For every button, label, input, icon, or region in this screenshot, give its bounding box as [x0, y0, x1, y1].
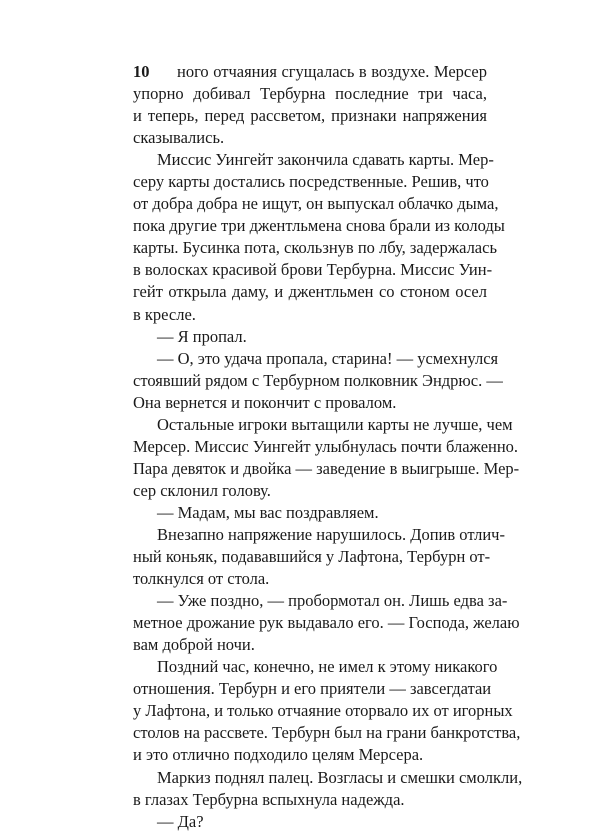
text-line: толкнулся от стола.	[133, 569, 270, 589]
text-line: ный коньяк, подававшийся у Лафтона, Тербурн от-	[133, 547, 491, 567]
text-line: пока другие три джентльмена снова брали из колоды	[133, 216, 505, 236]
text-line: от добра добра не ищут, он выпускал облачко дыма,	[133, 194, 499, 214]
text-line: ного отчаяния сгущалась в воздухе. Мерсер	[177, 62, 487, 81]
text-line: — Уже поздно, — пробормотал он. Лишь едва за-	[157, 591, 508, 611]
text-line: сер склонил голову.	[133, 480, 271, 500]
text-line: — Мадам, мы вас поздравляем.	[157, 502, 379, 522]
page-number: 10	[133, 62, 150, 81]
text-line: и это отлично подходило целям Мерсера.	[133, 745, 424, 765]
text-line: гейт открыла даму, и джентльмен со стоном осел	[133, 282, 487, 302]
text-line: в волосках красивой брови Тербурна. Миссис Уин-	[133, 260, 493, 280]
text-line: — Я пропал.	[157, 326, 247, 346]
text-line: вам доброй ночи.	[133, 635, 255, 655]
text-line: стоявший рядом с Тербурном полковник Эндрюс. —	[133, 370, 503, 390]
text-line: в глазах Тербурна вспыхнула надежда.	[133, 789, 405, 809]
text-line: карты. Бусинка пота, скользнув по лбу, задержалась	[133, 238, 497, 258]
text-line: метное дрожание рук выдавало его. — Господа, желаю	[133, 613, 520, 633]
text-line: в кресле.	[133, 304, 196, 324]
text-line: у Лафтона, и только отчаяние оторвало их от игорных	[133, 701, 513, 721]
text-line: столов на рассвете. Тербурн был на грани банкротства,	[133, 723, 521, 743]
text-line: — Да?	[157, 811, 204, 831]
text-line: Внезапно напряжение нарушилось. Допив отлич-	[157, 524, 505, 544]
text-line: Она вернется и покончит с провалом.	[133, 392, 397, 412]
text-line: — О, это удача пропала, старина! — усмехнулся	[157, 348, 499, 368]
text-line: сказывались.	[133, 128, 225, 148]
text-line: Поздний час, конечно, не имел к этому никакого	[157, 657, 498, 677]
body-text	[133, 61, 523, 833]
text-line: и теперь, перед рассветом, признаки напряжения	[133, 106, 487, 126]
text-line: серу карты достались посредственные. Решив, что	[133, 172, 489, 192]
text-line: отношения. Тербурн и его приятели — завсегдатаи	[133, 679, 492, 699]
text-line: Остальные игроки вытащили карты не лучше, чем	[157, 414, 513, 434]
text-line: Маркиз поднял палец. Возгласы и смешки смолкли,	[157, 767, 523, 787]
text-line: Мерсер. Миссис Уингейт улыбнулась почти блаженно.	[133, 436, 519, 456]
text-line: Миссис Уингейт закончила сдавать карты. Мер-	[157, 150, 494, 170]
text-line: Пара девяток и двойка — заведение в выигрыше. Мер-	[133, 458, 520, 478]
text-line: упорно добивал Тербурна последние три часа,	[133, 84, 487, 104]
